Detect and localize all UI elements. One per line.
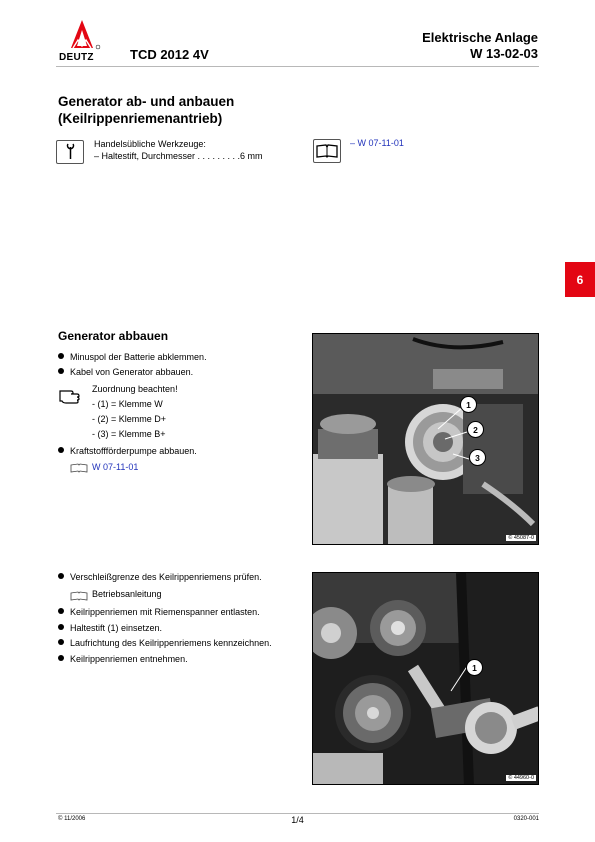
tools-heading: Handelsübliche Werkzeuge:: [94, 139, 206, 149]
note-title: Zuordnung beachten!: [92, 384, 178, 394]
page-number: 1/4: [291, 815, 304, 825]
chapter-tab[interactable]: 6: [565, 262, 595, 297]
engine-model: TCD 2012 4V: [130, 47, 209, 62]
callout-1: 1: [466, 659, 483, 676]
tools-text: [94, 138, 263, 162]
bullet-icon: [58, 624, 64, 630]
book-ref-icon: [70, 588, 88, 598]
manual-reference: Betriebsanleitung: [92, 589, 162, 599]
section-title: Elektrische Anlage: [422, 30, 538, 45]
callout-3: 3: [469, 449, 486, 466]
step-item: [58, 653, 188, 665]
bullet-icon: [58, 353, 64, 359]
bullet-icon: [58, 608, 64, 614]
brand-name: DEUTZ: [59, 52, 94, 63]
step-text: Haltestift (1) einsetzen.: [70, 623, 163, 633]
document-code: W 13-02-03: [470, 46, 538, 61]
note-block: [92, 382, 178, 442]
photo-id: © 44960-0: [508, 775, 534, 781]
page-title: [58, 93, 234, 127]
step-item: [58, 622, 162, 634]
bullet-icon: [58, 573, 64, 579]
step-item: [58, 571, 262, 583]
header-title: [422, 30, 538, 62]
deutz-logo: [56, 16, 114, 68]
footer-divider: [56, 813, 539, 814]
callout-1: 1: [460, 396, 477, 413]
footer-date: © 11/2006: [58, 816, 86, 822]
step-text: Keilrippenriemen entnehmen.: [70, 654, 188, 664]
page-title-line2: (Keilrippenriemenantrieb): [58, 111, 223, 126]
tools-item: – Haltestift, Durchmesser . . . . . . . . .6 mm: [94, 151, 263, 161]
bullet-icon: [58, 655, 64, 661]
step-text: Minuspol der Batterie abklemmen.: [70, 352, 207, 362]
step-text: Laufrichtung des Keilrippenriemens kennzeichnen.: [70, 638, 272, 648]
belt-tensioner-photo: [312, 572, 539, 785]
section-title-remove: Generator abbauen: [58, 329, 169, 343]
bullet-icon: [58, 368, 64, 374]
step-item: [58, 637, 272, 649]
reference-link[interactable]: W 07-11-01: [92, 462, 139, 472]
page-title-line1: Generator ab- und anbauen: [58, 94, 235, 109]
generator-photo: [312, 333, 539, 545]
bullet-icon: [58, 447, 64, 453]
step-text: Keilrippenriemen mit Riemenspanner entlasten.: [70, 607, 260, 617]
note-line: - (3) = Klemme B+: [92, 429, 166, 439]
callout-2: 2: [467, 421, 484, 438]
bullet-icon: [58, 639, 64, 645]
step-text: Kabel von Generator abbauen.: [70, 367, 194, 377]
step-item: [58, 606, 260, 618]
header-divider: [56, 66, 539, 67]
note-line: - (1) = Klemme W: [92, 399, 163, 409]
step-item: [58, 351, 207, 363]
footer-doc-number: 0320-001: [513, 816, 539, 822]
note-line: - (2) = Klemme D+: [92, 414, 167, 424]
step-item: [58, 366, 193, 378]
pointing-hand-icon: [58, 384, 82, 406]
reference-link[interactable]: – W 07-11-01: [350, 138, 404, 148]
book-ref-icon: [70, 460, 88, 470]
book-icon: [313, 139, 341, 163]
photo-id: © 45087-0: [508, 535, 534, 541]
step-item: [58, 445, 197, 457]
wrench-icon: [56, 140, 84, 164]
step-text: Kraftstoffförderpumpe abbauen.: [70, 446, 197, 456]
step-text: Verschleißgrenze des Keilrippenriemens prüfen.: [70, 572, 262, 582]
